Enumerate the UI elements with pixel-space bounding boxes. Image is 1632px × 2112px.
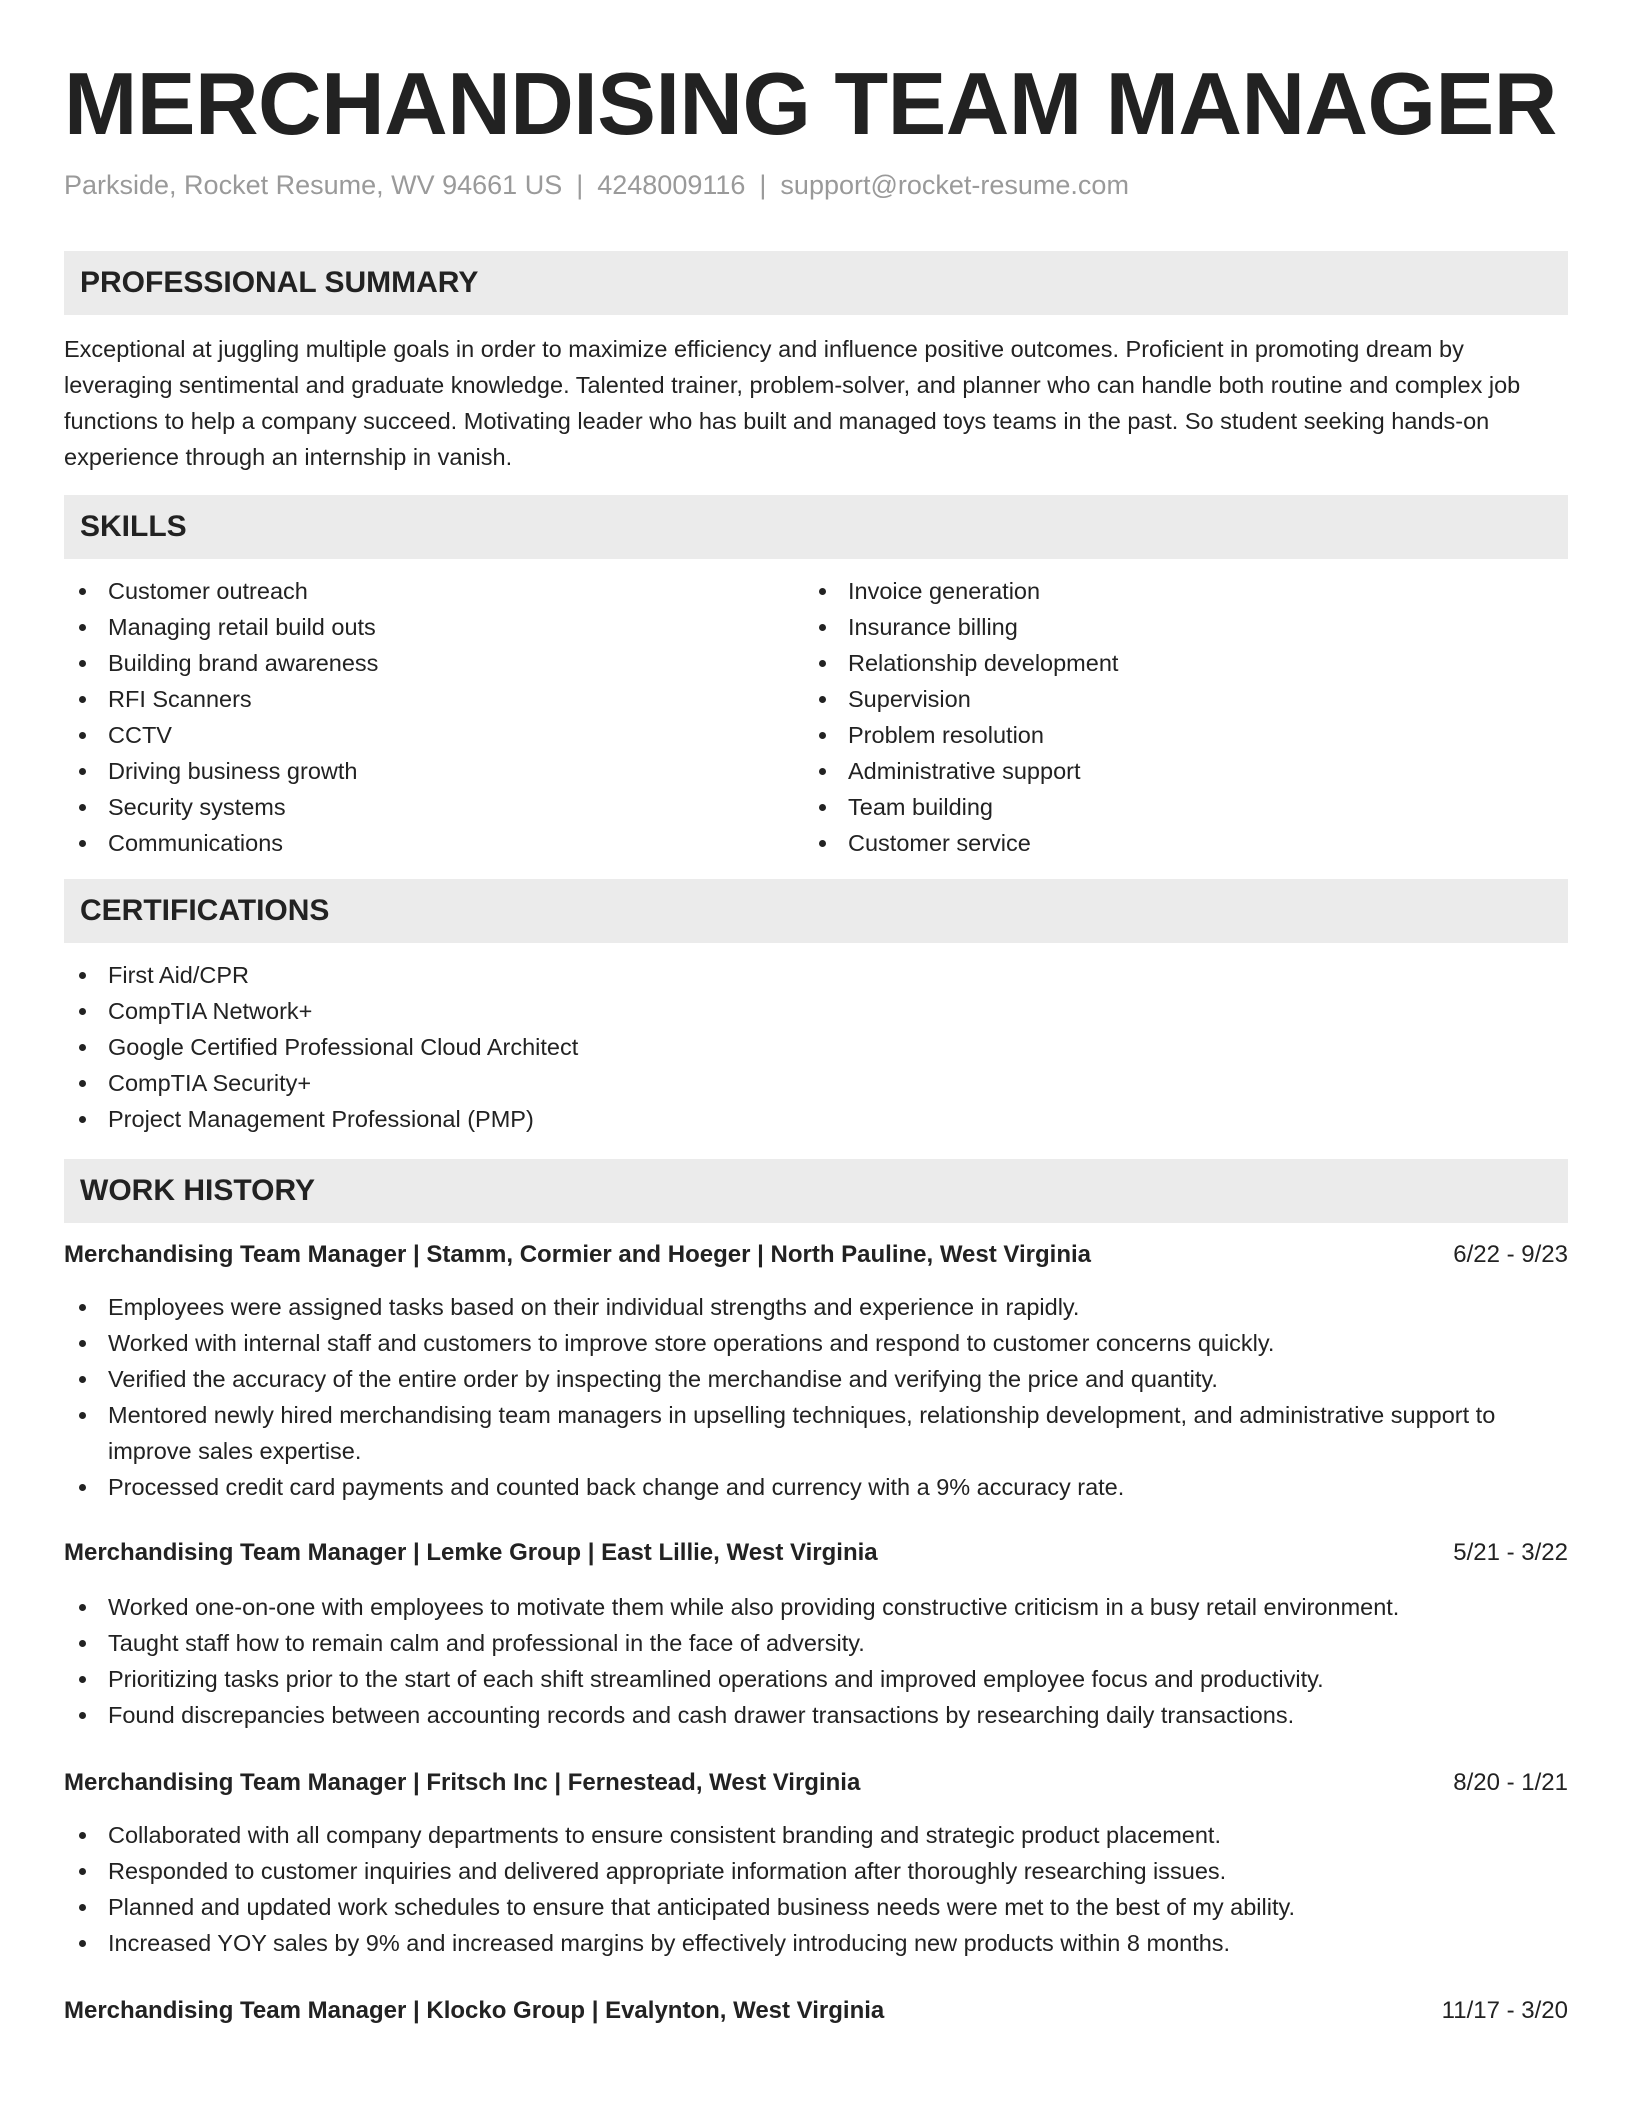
job-title: Merchandising Team Manager | Stamm, Cormier and Hoeger | North Pauline, West Virginia: [64, 1241, 1091, 1268]
work-history-heading: WORK HISTORY: [64, 1159, 1568, 1223]
job-bullet: Prioritizing tasks prior to the start of each shift streamlined operations and improved employee focus and productivity.: [64, 1661, 1568, 1697]
job-entry: [64, 1535, 1568, 1733]
job-title: Merchandising Team Manager | Fritsch Inc | Fernestead, West Virginia: [64, 1769, 861, 1796]
skill-item: CCTV: [64, 717, 804, 753]
contact-phone: 4248009116: [597, 170, 746, 200]
job-bullet: Taught staff how to remain calm and professional in the face of adversity.: [64, 1625, 1568, 1661]
skills-column-right: [804, 573, 1544, 861]
skills-column-left: [64, 573, 804, 861]
certification-item: CompTIA Network+: [64, 993, 1568, 1029]
skill-item: Communications: [64, 825, 804, 861]
contact-line: [64, 170, 1568, 201]
skill-item: Problem resolution: [804, 717, 1544, 753]
job-bullet: Planned and updated work schedules to ensure that anticipated business needs were met to the best of my ability.: [64, 1889, 1568, 1925]
job-title: Merchandising Team Manager | Klocko Group | Evalynton, West Virginia: [64, 1997, 885, 2024]
contact-address: Parkside, Rocket Resume, WV 94661 US: [64, 170, 563, 200]
skill-item: Security systems: [64, 789, 804, 825]
job-bullets: [64, 1589, 1568, 1733]
skill-item: Customer outreach: [64, 573, 804, 609]
job-header: [64, 1765, 1568, 1801]
job-bullets: [64, 1817, 1568, 1961]
skill-item: Customer service: [804, 825, 1544, 861]
job-header: [64, 1535, 1568, 1571]
job-header: [64, 1237, 1568, 1273]
contact-separator: |: [759, 170, 767, 200]
job-bullet: Responded to customer inquiries and delivered appropriate information after thoroughly researching issues.: [64, 1853, 1568, 1889]
skill-item: Administrative support: [804, 753, 1544, 789]
job-bullet: Found discrepancies between accounting records and cash drawer transactions by researching daily transactions.: [64, 1697, 1568, 1733]
skill-item: Building brand awareness: [64, 645, 804, 681]
contact-separator: |: [576, 170, 584, 200]
certification-item: CompTIA Security+: [64, 1065, 1568, 1101]
summary-text: Exceptional at juggling multiple goals in order to maximize efficiency and influence positive outcomes. Proficient in promoting dream by leveraging sentimental and graduate knowledge. Talented trainer, problem-solver, and planner who can handle both routine and complex job functions to help a company succeed. Motivating leader who has built and managed toys teams in the past. So student seeking hands-on experience through an internship in vanish.: [64, 336, 1521, 470]
certification-item: Google Certified Professional Cloud Architect: [64, 1029, 1568, 1065]
contact-email: support@rocket-resume.com: [780, 170, 1129, 200]
skill-item: Insurance billing: [804, 609, 1544, 645]
job-entry: [64, 1237, 1568, 1505]
skill-item: Invoice generation: [804, 573, 1544, 609]
job-bullets: [64, 1289, 1568, 1505]
job-header: [64, 1993, 1568, 2029]
certifications-heading: CERTIFICATIONS: [64, 879, 1568, 943]
job-dates: 5/21 - 3/22: [1453, 1539, 1568, 1566]
skill-item: Driving business growth: [64, 753, 804, 789]
candidate-name: MERCHANDISING TEAM MANAGER: [64, 54, 1557, 153]
skill-item: Relationship development: [804, 645, 1544, 681]
job-bullet: Processed credit card payments and counted back change and currency with a 9% accuracy rate.: [64, 1469, 1568, 1505]
certification-item: Project Management Professional (PMP): [64, 1101, 1568, 1137]
job-bullet: Mentored newly hired merchandising team managers in upselling techniques, relationship development, and administrative support to improve sales expertise.: [64, 1397, 1568, 1469]
job-bullet: Employees were assigned tasks based on their individual strengths and experience in rapidly.: [64, 1289, 1568, 1325]
skill-item: RFI Scanners: [64, 681, 804, 717]
certifications-list: [64, 957, 1568, 1137]
job-dates: 6/22 - 9/23: [1453, 1241, 1568, 1268]
job-bullet: Verified the accuracy of the entire order by inspecting the merchandise and verifying the price and quantity.: [64, 1361, 1568, 1397]
job-bullet: Increased YOY sales by 9% and increased margins by effectively introducing new products within 8 months.: [64, 1925, 1568, 1961]
skill-item: Team building: [804, 789, 1544, 825]
summary-heading: PROFESSIONAL SUMMARY: [64, 251, 1568, 315]
job-entry: [64, 1765, 1568, 1961]
job-dates: 11/17 - 3/20: [1441, 1997, 1568, 2024]
skill-item: Supervision: [804, 681, 1544, 717]
job-bullet: Worked with internal staff and customers to improve store operations and respond to customer concerns quickly.: [64, 1325, 1568, 1361]
skills-list: [64, 573, 1568, 861]
skill-item: Managing retail build outs: [64, 609, 804, 645]
certification-item: First Aid/CPR: [64, 957, 1568, 993]
job-title: Merchandising Team Manager | Lemke Group | East Lillie, West Virginia: [64, 1539, 878, 1566]
job-entry: [64, 1993, 1568, 2029]
skills-heading: SKILLS: [64, 495, 1568, 559]
job-bullet: Collaborated with all company departments to ensure consistent branding and strategic product placement.: [64, 1817, 1568, 1853]
job-bullet: Worked one-on-one with employees to motivate them while also providing constructive criticism in a busy retail environment.: [64, 1589, 1568, 1625]
job-dates: 8/20 - 1/21: [1453, 1769, 1568, 1796]
